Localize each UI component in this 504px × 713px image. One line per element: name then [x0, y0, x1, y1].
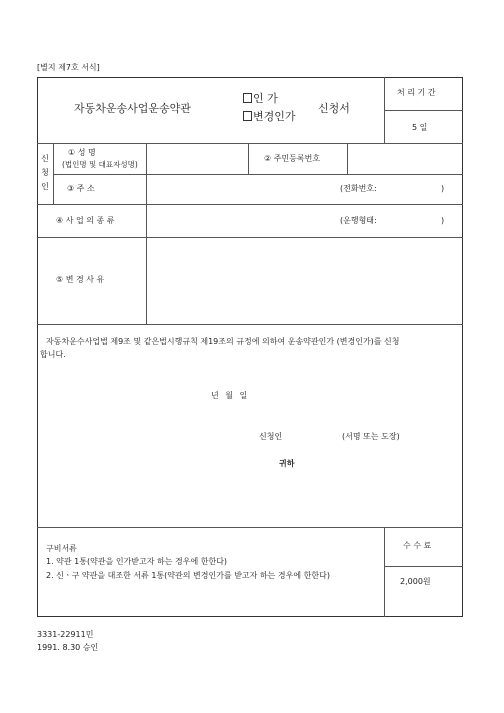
approval-date: 1991. 8.30 승인 — [37, 643, 99, 652]
applicant-side-border — [53, 143, 54, 204]
required-document-1: 1. 약관 1통(약관을 인가받고자 하는 경우에 한한다) — [46, 557, 228, 566]
operation-form-label: (운행형태: — [340, 216, 377, 225]
form-title-suffix: 신청서 — [318, 102, 350, 115]
id-label-border — [347, 143, 348, 174]
form-number-note: [별지 제7호 서식] — [37, 63, 100, 72]
processing-value: 5 일 — [412, 123, 428, 132]
form-code: 3331-22911민 — [37, 630, 94, 639]
required-document-2: 2. 신ㆍ구 약관을 대조한 서류 1통(약관의 변경인가를 받고자 하는 경우에 한한다) — [46, 571, 330, 580]
phone-label: (전화번호: — [340, 184, 377, 193]
statement-line-2: 합니다. — [40, 350, 66, 359]
fee-label: 수 수 료 — [403, 541, 432, 550]
divider-title — [37, 143, 463, 144]
address-label: ③ 주 소 — [67, 184, 95, 193]
addressee: 귀하 — [279, 459, 295, 468]
form-title: 자동차운송사업운송약관 — [74, 102, 191, 115]
application-date: 년 월 일 — [211, 391, 248, 400]
divider-statement — [37, 527, 463, 528]
divider-reason — [37, 324, 463, 325]
resident-number-label: ② 주민등록번호 — [264, 154, 321, 163]
label-column-border — [146, 143, 147, 324]
application-form — [37, 77, 463, 617]
phone-close: ) — [441, 184, 445, 193]
name-value-border — [248, 143, 249, 174]
processing-label: 처 리 기 간 — [397, 88, 436, 97]
change-reason-label: ⑤ 변 경 사 유 — [56, 275, 105, 284]
business-type-label: ④ 사 업 의 종 류 — [56, 216, 115, 225]
statement-line-1: 자동차운수사업법 제9조 및 같은법시행규칙 제19조의 규정에 의하여 운송약관인가 (변경인가)를 신청 — [46, 337, 400, 346]
operation-form-close: ) — [441, 216, 445, 225]
divider-business — [37, 237, 463, 238]
checkbox-change-approval-icon — [243, 111, 252, 121]
divider-name — [53, 174, 463, 175]
option-change-approval: 변경인가 — [243, 111, 296, 122]
fee-value: 2,000원 — [400, 577, 431, 586]
required-documents-title: 구비서류 — [46, 544, 77, 553]
signature-note: (서명 또는 도장) — [342, 432, 400, 441]
processing-border — [384, 77, 385, 143]
option-approval: 인 가 — [243, 93, 278, 104]
divider-fee — [384, 566, 463, 567]
name-label: ① 성 명 — [68, 148, 96, 157]
name-sublabel: (법인명 및 대표자성명) — [62, 160, 138, 169]
checkbox-approval-icon — [243, 93, 252, 103]
applicant-side-label: 신 청 인 — [41, 154, 49, 191]
divider-processing — [384, 110, 463, 111]
fee-border — [384, 527, 385, 617]
applicant-signature-label: 신청인 — [259, 432, 283, 441]
divider-address — [37, 204, 463, 205]
